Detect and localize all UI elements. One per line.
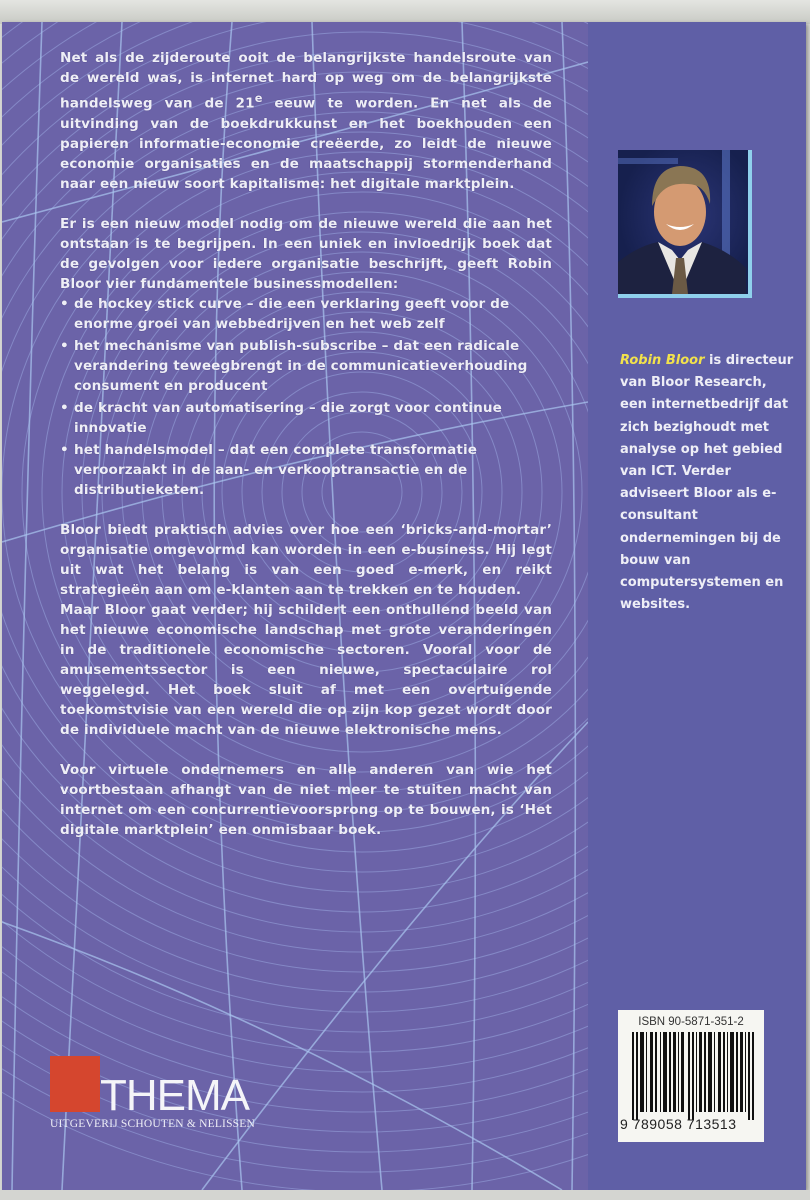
publisher-logo-word: THEMA <box>100 1071 249 1120</box>
list-item: • het handelsmodel – dat een complete transformatie veroorzaakt in de aan- en verkooptransactie en de distributieketen. <box>60 440 552 500</box>
cover-left-panel <box>2 22 588 1190</box>
author-photo <box>618 150 748 294</box>
isbn-barcode <box>618 1010 764 1142</box>
page-edge-bottom <box>0 1190 810 1200</box>
business-models-list <box>60 294 552 500</box>
list-item: • het mechanisme van publish-subscribe – dat een radicale verandering teweegbrengt in de communicatieverhouding consument en producent <box>60 336 552 396</box>
isbn-digits: 9 789058 713513 <box>620 1116 737 1132</box>
author-bio: Robin Bloor is directeur van Bloor Research, een internetbedrijf dat zich bezighoudt met analyse op het gebied van ICT. Verder adviseert Bloor als e-consultant ondernemingen bij de bouw van computersystemen en websites. <box>620 353 794 613</box>
closing-paragraph: Voor virtuele ondernemers en alle anderen van wie het voortbestaan afhangt van de niet meer te stuiten macht van internet om een concurrentievoorsprong op te bouwen, is ‘Het digitale marktplein’ een onmisbaar boek. <box>60 761 552 838</box>
author-photo-frame <box>618 150 752 298</box>
page-edge-top <box>0 0 810 24</box>
publisher-logo-square <box>50 1056 100 1112</box>
barcode-icon <box>632 1032 754 1120</box>
isbn-label: ISBN 90-5871-351-2 <box>638 1016 744 1028</box>
list-item: • de kracht van automatisering – die zorgt voor continue innovatie <box>60 398 552 438</box>
author-portrait-icon <box>618 150 748 294</box>
list-item: • de hockey stick curve – die een verklaring geeft voor de enorme groei van webbedrijven en het web zelf <box>60 294 552 334</box>
publisher-subtitle: UITGEVERIJ SCHOUTEN & NELISSEN <box>50 1118 256 1130</box>
intro-paragraph: Net als de zijderoute ooit de belangrijkste handelsroute van de wereld was, is internet hard op weg om de belangrijkste handelsweg van de 21e eeuw te worden. En net als de uitvinding van de boekdrukkunst en het boekhouden een papieren informatie-economie creëerde, zo leidt de nieuwe economie organisaties en de maatschappij stormenderhand naar een nieuw soort kapitalisme: het digitale marktplein. <box>60 50 553 192</box>
book-back-cover <box>2 22 806 1190</box>
models-intro-paragraph: Er is een nieuw model nodig om de nieuwe wereld die aan het ontstaan is te begrijpen. In een uniek en invloedrijk boek dat de gevolgen voor iedere organisatie beschrijft, geeft Robin Bloor vier fundamentele businessmodellen: <box>60 215 552 292</box>
advice-paragraph: Bloor biedt praktisch advies over hoe een ‘bricks-and-mortar’ organisatie omgevormd kan worden in een e-business. Hij legt uit wat het belang is van een goed e-merk, en reikt strategieën aan om e-klanten aan te trekken en te houden. <box>60 521 552 598</box>
cover-right-panel <box>588 22 806 1190</box>
landscape-paragraph: Maar Bloor gaat verder; hij schildert een onthullend beeld van het nieuwe economische landschap met grote veranderingen in de traditionele economische sectoren. Vooral voor de amusementssector is een nieuwe, spectaculaire rol weggelegd. Het boek sluit af met een overtuigende toekomstvisie van een wereld die op zijn kop gezet wordt door de individuele macht van de nieuwe elektronische mens. <box>60 601 552 738</box>
description-text <box>60 48 552 860</box>
author-name: Robin Bloor <box>620 353 705 368</box>
